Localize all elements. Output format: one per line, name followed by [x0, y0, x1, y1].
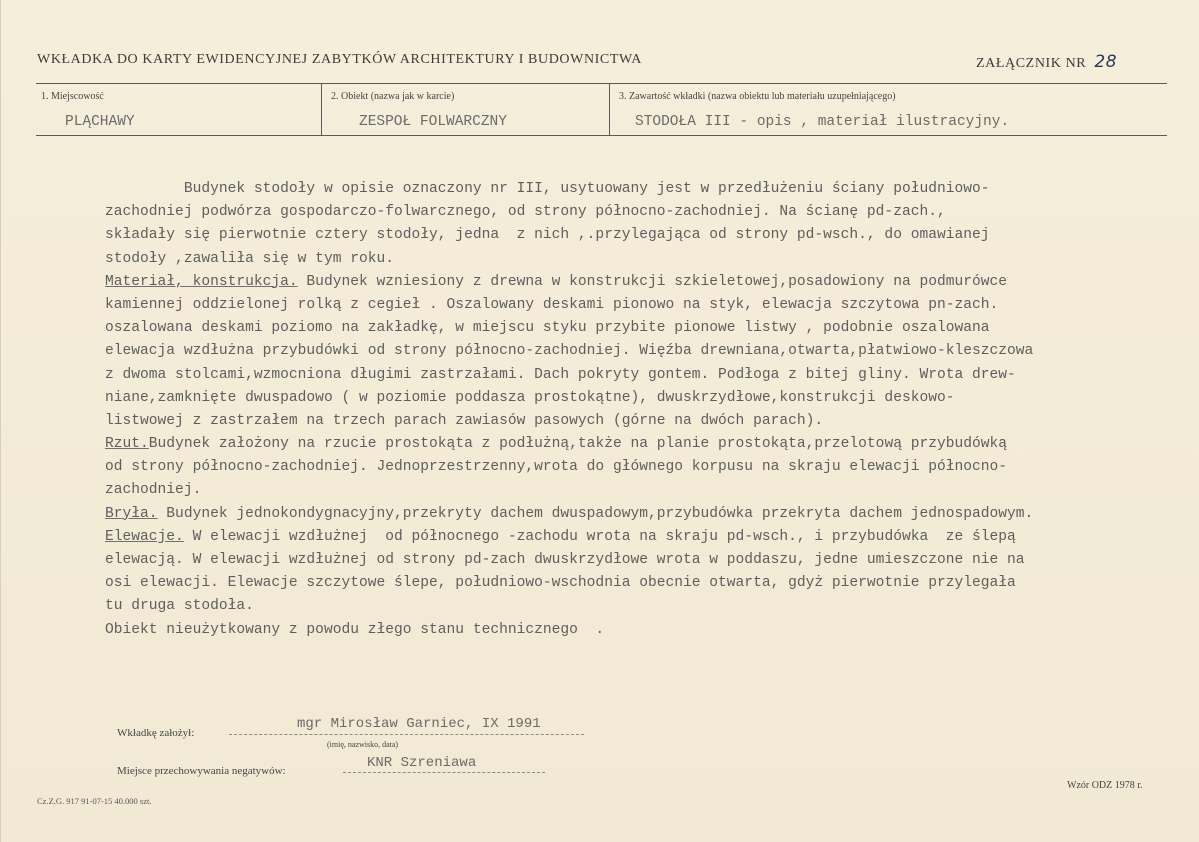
description-line	[105, 433, 1165, 456]
description-line-text: Budynek stodoły w opisie oznaczony nr III, usytuowany jest w przedłużeniu ściany południowo-	[105, 181, 990, 197]
description-text	[105, 178, 1165, 642]
description-line	[105, 224, 1165, 247]
description-line-text: elewacja wzdłużna przybudówki od strony północno-zachodniej. Więźba drewniana,otwarta,płatwiowo-kleszczowa	[105, 343, 1034, 360]
field-bottom-rule	[36, 135, 1167, 136]
section-heading: Bryła.	[105, 505, 158, 522]
description-line	[105, 410, 1165, 433]
description-line	[105, 479, 1165, 502]
description-line-text: składały się pierwotnie cztery stodoły, jedna z nich ,.przylegająca od strony pd-wsch., do omawianej	[105, 227, 990, 244]
description-line-text: W elewacji wzdłużnej od północnego -zachodu wrota na skraju pd-wsch., i przybudówka ze ślepą	[183, 528, 1016, 545]
author-line	[229, 734, 584, 735]
author-label: Wkładkę założył:	[117, 727, 195, 739]
section-heading: Materiał, konstrukcja.	[105, 273, 298, 290]
description-line-text: od strony północno-zachodniej. Jednoprzestrzenny,wrota do głównego korpusu na skraju elewacji północno-	[105, 459, 1008, 476]
header-rule	[36, 83, 1167, 84]
print-info: Cz.Z.G. 917 91-07-15 40.000 szt.	[37, 796, 152, 806]
description-line-text: Obiekt nieużytkowany z powodu złego stanu technicznego .	[105, 621, 605, 638]
description-line	[105, 549, 1165, 572]
description-line	[105, 387, 1165, 410]
section-heading: Elewacje.	[105, 528, 184, 545]
description-line	[105, 456, 1165, 479]
field-label-locality: 1. Miejscowość	[41, 91, 104, 102]
description-line-text: listwowej z zastrzałem na trzech parach zawiasów pasowych (górne na dwóch parach).	[105, 412, 824, 429]
annex-number-value: 28	[1094, 52, 1118, 72]
description-line-text: oszalowana deskami poziomo na zakładkę, w miejscu styku przybite pionowe listwy , podobnie oszalowana	[105, 320, 990, 337]
annex-number	[976, 52, 1117, 72]
description-line-text: tu druga stodoła.	[105, 598, 254, 615]
author-sublabel: (imię, nazwisko, data)	[327, 740, 399, 749]
description-line	[105, 178, 1165, 201]
description-line	[105, 248, 1165, 271]
field-label-object: 2. Obiekt (nazwa jak w karcie)	[331, 91, 455, 102]
field-value-locality: PLĄCHAWY	[65, 114, 135, 130]
form-model: Wzór ODZ 1978 r.	[1067, 780, 1143, 791]
description-line-text: niane,zamknięte dwuspadowo ( w poziomie poddasza prostokątne), dwuskrzydłowe,konstrukcji deskowo-	[105, 389, 955, 406]
field-value-content: STODOŁA III - opis , materiał ilustracyjny.	[635, 114, 1010, 130]
description-line-text: Budynek założony na rzucie prostokąta z podłużną,także na planie prostokąta,przelotową przybudówką	[148, 436, 1008, 453]
field-divider-1	[321, 83, 322, 135]
description-line-text: kamiennej oddzielonej rolką z cegieł . Oszalowany deskami pionowo na styk, elewacja szczytowa pn-zach.	[105, 296, 999, 313]
description-line-text: zachodniej podwórza gospodarczo-folwarcznego, od strony północno-zachodniej. Na ścianę pd-zach.,	[105, 204, 946, 221]
description-line	[105, 271, 1165, 294]
field-divider-2	[609, 83, 610, 135]
description-line	[105, 619, 1165, 642]
description-line	[105, 572, 1165, 595]
description-line	[105, 595, 1165, 618]
field-value-object: ZESPOŁ FOLWARCZNY	[359, 114, 507, 130]
description-line-text: zachodniej.	[105, 482, 202, 499]
description-line-text: osi elewacji. Elewacje szczytowe ślepe, południowo-wschodnia obecnie otwarta, gdyż pierwotnie przylegała	[105, 575, 1016, 592]
form-title: WKŁADKA DO KARTY EWIDENCYJNEJ ZABYTKÓW ARCHITEKTURY I BUDOWNICTWA	[37, 52, 642, 67]
storage-value: KNR Szreniawa	[367, 755, 477, 771]
description-line	[105, 340, 1165, 363]
description-line-text: Budynek jednokondygnacyjny,przekryty dachem dwuspadowym,przybudówka przekryta dachem jednospadowym.	[157, 505, 1034, 522]
description-line	[105, 364, 1165, 387]
description-line	[105, 317, 1165, 340]
description-line	[105, 503, 1165, 526]
description-line-text: stodoły ,zawaliła się w tym roku.	[105, 250, 395, 267]
author-value: mgr Mirosław Garniec, IX 1991	[297, 716, 541, 732]
storage-label: Miejsce przechowywania negatywów:	[117, 765, 286, 777]
field-label-content: 3. Zawartość wkładki (nazwa obiektu lub materiału uzupełniającego)	[619, 91, 896, 102]
description-line-text: z dwoma stolcami,wzmocniona długimi zastrzałami. Dach pokryty gontem. Podłoga z bitej gliny. Wrota drew-	[105, 366, 1016, 383]
annex-label: ZAŁĄCZNIK NR	[976, 56, 1087, 71]
description-line	[105, 294, 1165, 317]
description-line-text: elewacją. W elewacji wzdłużnej od strony pd-zach dwuskrzydłowe wrota w poddaszu, jedne umieszczone nie na	[105, 552, 1025, 568]
description-line	[105, 526, 1165, 549]
storage-line	[343, 772, 545, 773]
description-line	[105, 201, 1165, 224]
description-line-text: Budynek wzniesiony z drewna w konstrukcji szkieletowej,posadowiony na podmurówce	[297, 273, 1008, 290]
section-heading: Rzut.	[105, 436, 149, 453]
